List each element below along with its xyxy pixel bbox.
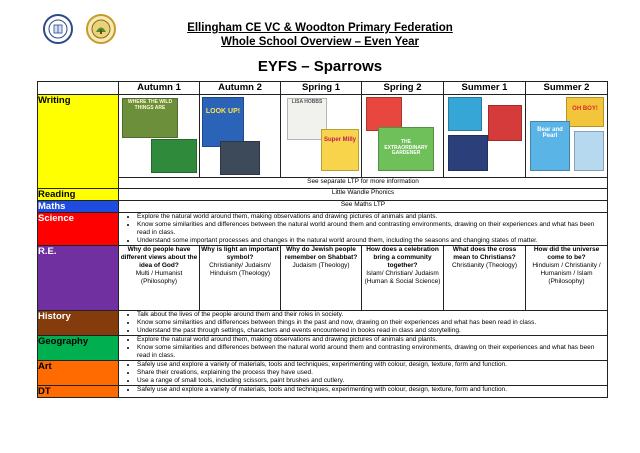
history-content (119, 311, 608, 336)
geography-content (119, 336, 608, 361)
term-summer-1: Summer 1 (444, 82, 526, 95)
book-cover (220, 141, 260, 175)
re-religion: Multi / Humanist (Philosophy) (135, 270, 183, 285)
dt-content (119, 386, 608, 398)
book-cover (151, 139, 197, 173)
term-spring-1: Spring 1 (281, 82, 362, 95)
re-spring-1 (281, 246, 362, 311)
writing-note-row (38, 178, 608, 189)
history-point: • Talk about the lives of the people around them and their roles in society. (137, 311, 607, 319)
re-question: Why is light an important symbol? (201, 246, 279, 261)
art-point: • Use a range of small tools, including scissors, paint brushes and cutlery. (137, 377, 607, 385)
science-point: • Know some similarities and differences between the natural world around them and contrasting environments, drawing on their experiences and what has been read in class. (137, 221, 607, 237)
reading-label: Reading (38, 189, 119, 201)
reading-content: Little Wandle Phonics (119, 189, 608, 201)
re-spring-2 (362, 246, 444, 311)
term-autumn-2: Autumn 2 (200, 82, 281, 95)
book-cover: Super Milly (321, 129, 359, 171)
re-summer-1 (444, 246, 526, 311)
books-autumn-2 (200, 95, 281, 178)
science-label: Science (38, 213, 119, 246)
history-label: History (38, 311, 119, 336)
term-summer-2: Summer 2 (526, 82, 608, 95)
book-cover (448, 135, 488, 171)
history-point: • Understand the past through settings, characters and events encountered in books read in class and storytelling. (137, 327, 607, 335)
reading-row (38, 189, 608, 201)
re-row (38, 246, 608, 311)
history-point: • Know some similarities and differences between things in the past and now, drawing on their experiences and what has been read in class. (137, 319, 607, 327)
science-content (119, 213, 608, 246)
art-point: • Share their creations, explaining the process they have used. (137, 369, 607, 377)
book-cover (488, 105, 522, 141)
geography-row (38, 336, 608, 361)
re-religion: Hinduism / Christianity / Humanism / Islam (Philosophy) (532, 262, 601, 285)
re-autumn-2 (200, 246, 281, 311)
book-cover: Bear and Pearl (530, 121, 570, 171)
re-religion: Islam/ Christian/ Judaism (Human & Social Science) (364, 270, 441, 285)
writing-note: See separate LTP for more information (119, 178, 608, 189)
re-question: How did the universe come to be? (533, 246, 600, 261)
book-cover: LISA HOBBS (287, 98, 327, 140)
re-summer-2 (526, 246, 608, 311)
dt-label: DT (38, 386, 119, 398)
re-religion: Christianity/ Judaism/ Hinduism (Theology) (209, 262, 271, 277)
books-spring-1 (281, 95, 362, 178)
science-point: • Explore the natural world around them, making observations and drawing pictures of animals and plants. (137, 213, 607, 221)
writing-books-row (38, 95, 608, 178)
book-cover (448, 97, 482, 131)
dt-row (38, 386, 608, 398)
science-row (38, 213, 608, 246)
re-religion: Christianity (Theology) (451, 262, 518, 269)
book-cover: LOOK UP! (202, 97, 244, 147)
class-title: EYFS – Sparrows (257, 58, 383, 75)
book-cover: OH BOY! (566, 97, 604, 127)
re-question: How does a celebration bring a community together? (366, 246, 439, 269)
curriculum-table (37, 81, 608, 398)
history-row (38, 311, 608, 336)
dt-point: • Safely use and explore a variety of materials, tools and techniques, experimenting with colour, design, texture, form and function. (137, 386, 607, 394)
re-religion: Judaism (Theology) (292, 262, 350, 269)
corner-cell (38, 82, 119, 95)
science-point: • Understand some important processes and changes in the natural world around them, including the seasons and changing states of matter. (137, 237, 607, 245)
writing-label: Writing (38, 95, 119, 189)
term-spring-2: Spring 2 (362, 82, 444, 95)
books-summer-1 (444, 95, 526, 178)
re-autumn-1 (119, 246, 200, 311)
re-question: Why do people have different views about the idea of God? (120, 246, 198, 269)
overview-title: Whole School Overview – Even Year (221, 36, 419, 48)
maths-label: Maths (38, 201, 119, 213)
term-header-row (38, 82, 608, 95)
art-point: • Safely use and explore a variety of materials, tools and techniques, experimenting with colour, design, texture, form and function. (137, 361, 607, 369)
re-question: Why do Jewish people remember on Shabbat? (284, 246, 358, 261)
book-cover (366, 97, 402, 131)
books-summer-2 (526, 95, 608, 178)
book-cover: WHERE THE WILD THINGS ARE (122, 98, 178, 138)
re-question: What does the cross mean to Christians? (452, 246, 517, 261)
term-autumn-1: Autumn 1 (119, 82, 200, 95)
art-label: Art (38, 361, 119, 386)
geography-point: • Explore the natural world around them, making observations and drawing pictures of animals and plants. (137, 336, 607, 344)
art-content (119, 361, 608, 386)
books-autumn-1 (119, 95, 200, 178)
books-spring-2 (362, 95, 444, 178)
geography-point: • Know some similarities and differences between the natural world around them and contrasting environments, drawing on their experiences and what has been read in class. (137, 344, 607, 360)
re-label: R.E. (38, 246, 119, 311)
maths-row (38, 201, 608, 213)
art-row (38, 361, 608, 386)
geography-label: Geography (38, 336, 119, 361)
book-cover (574, 131, 604, 171)
maths-content: See Maths LTP (119, 201, 608, 213)
federation-title: Ellingham CE VC & Woodton Primary Federation (187, 22, 453, 34)
book-cover: THE EXTRAORDINARY GARDENER (378, 127, 434, 171)
